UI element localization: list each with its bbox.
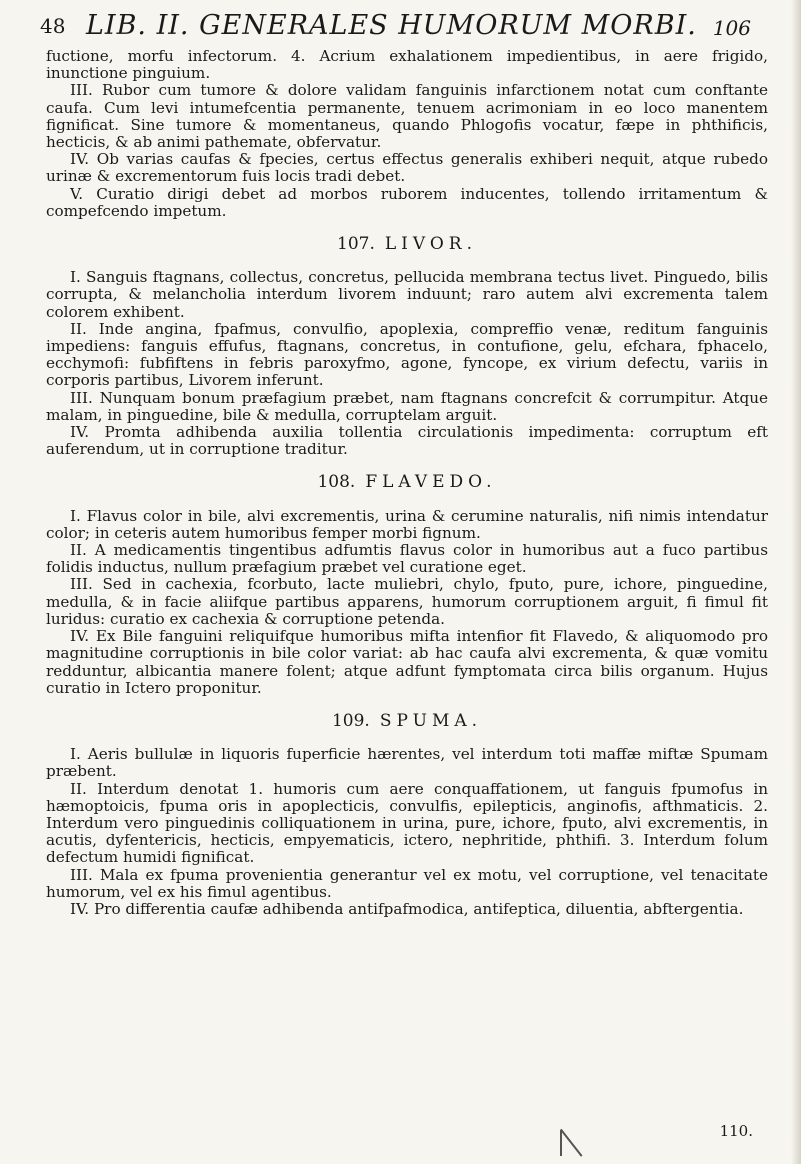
page-body [46,48,768,918]
paragraph: III. Nunquam bonum præfagium præbet, nam ftagnans concrefcit & corrumpitur. Atque malam, in pinguedine, bile & medulla, corruptelam arguit. [46,388,768,424]
paragraph: III. Rubor cum tumore & dolore validam fanguinis infarctionem notat cum conftante caufa. Cum levi intumefcentia permanente, tenuem acrimoniam in eo loco manentem fignificat. Sine tumore & momentaneus, quando Phlogofis vocatur, fæpe in phthificis, hecticis, & ab animi pathemate, obfervatur. [46,81,768,152]
paragraph: IV. Pro differentia caufæ adhibenda antifpafmodica, antifeptica, diluentia, abftergentia. [70,899,744,918]
page-edge-shadow [791,0,801,1164]
section-number: 109. [331,710,370,731]
section-title: LIVOR. [384,234,477,255]
ink-stroke [560,1130,562,1156]
section-number: 107. [337,234,375,255]
page-header [40,8,761,42]
paragraph: IV. Ob varias caufas & fpecies, certus effectus generalis exhiberi nequit, atque rubedo urinæ & excrementorum fuis locis tradi debet. [46,150,768,186]
section-number: 108. [317,472,356,493]
paragraph: I. Flavus color in bile, alvi excrementis, urina & cerumine naturalis, nifi nimis intendatur color; in ceteris autem humoribus femper morbi fignum. [46,506,768,542]
ink-stroke [560,1129,583,1157]
paragraph: I. Aeris bullulæ in liquoris fuperficie hærentes, vel interdum toti maffæ miftæ Spumam præbent. [46,745,768,781]
paragraph: II. A medicamentis tingentibus adfumtis flavus color in humoribus aut a fuco partibus folidis inductus, nullum præfagium præbet vel curatione eget. [46,541,768,577]
section-heading-livor [46,236,768,253]
paragraph: V. Curatio dirigi debet ad morbos ruborem inducentes, tollendo irritamentum & compefcendo impetum. [46,184,768,220]
section-flavedo [46,508,768,697]
page-number-right: 106 [712,16,751,40]
page-number-left: 48 [40,14,66,38]
paragraph: fuctione, morfu infectorum. 4. Acrium exhalationem impedientibus, in aere frigido, inunctione pinguium. [46,47,768,83]
section-heading-spuma [46,710,768,731]
section-title: SPUMA. [379,710,483,731]
paragraph: II. Inde angina, fpafmus, convulfio, apoplexia, compreffio venæ, reditum fanguinis impediens: fanguis effufus, ftagnans, concretus, in contufione, gelu, efchara, fphacelo, ecchymofi: fubfiftens in febris paroxyfmo, agone, fyncope, ex virium defectu, variis in corporis partibus, Livorem inferunt. [46,319,768,390]
section-title: FLAVEDO. [365,472,497,493]
section-continuation [46,48,768,220]
paragraph: IV. Promta adhibenda auxilia tollentia circulationis impedimenta: corruptum eft auferendum, ut in corruptione traditur. [46,423,768,459]
paragraph: III. Mala ex fpuma provenientia generantur vel ex motu, vel corruptione, vel tenacitate humorum, vel ex his fimul agentibus. [46,865,768,901]
paragraph: I. Sanguis ftagnans, collectus, concretus, pellucida membrana tectus livet. Pinguedo, bilis corrupta, & melancholia interdum livorem induunt; raro autem alvi excrementa talem colorem exhibent. [46,268,768,321]
paragraph: IV. Ex Bile fanguini reliquifque humoribus mifta intenfior fit Flavedo, & aliquomodo pro magnitudine corruptionis in bile color variat: ab hac caufa alvi excrementa, & quæ vomitu redduntur, albicantia manere folent; atque adfunt fymptomata circa bilis organum. Hujus curatio in Ictero proponitur. [46,627,768,697]
paragraph: II. Interdum denotat 1. humoris cum aere conquaffationem, ut fanguis fpumofus in hæmoptoicis, fpuma oris in apoplecticis, convulfis, epilepticis, anginofis, afthmaticis. 2. Interdum vero pinguedinis colliquationem in urina, pure, ichore, fputo, alvi excrementis, in acutis, dyfentericis, hecticis, empyematicis, ictero, nephritide, phthifi. 3. Interdum folum defectum humidi fignificat. [46,779,768,867]
catchword: 110. [719,1122,753,1140]
section-livor [46,269,768,458]
section-heading-flavedo [46,474,768,491]
section-spuma [46,746,768,918]
paragraph: III. Sed in cachexia, fcorbuto, lacte muliebri, chylo, fputo, pure, ichore, pinguedine, medulla, & in facie aliifque partibus apparens, humorum corruptionem arguit, fi fimul fit luridus: curatio ex cachexia & corruptione petenda. [46,575,768,628]
running-title: LIB. II. GENERALES HUMORUM MORBI. [86,10,697,41]
